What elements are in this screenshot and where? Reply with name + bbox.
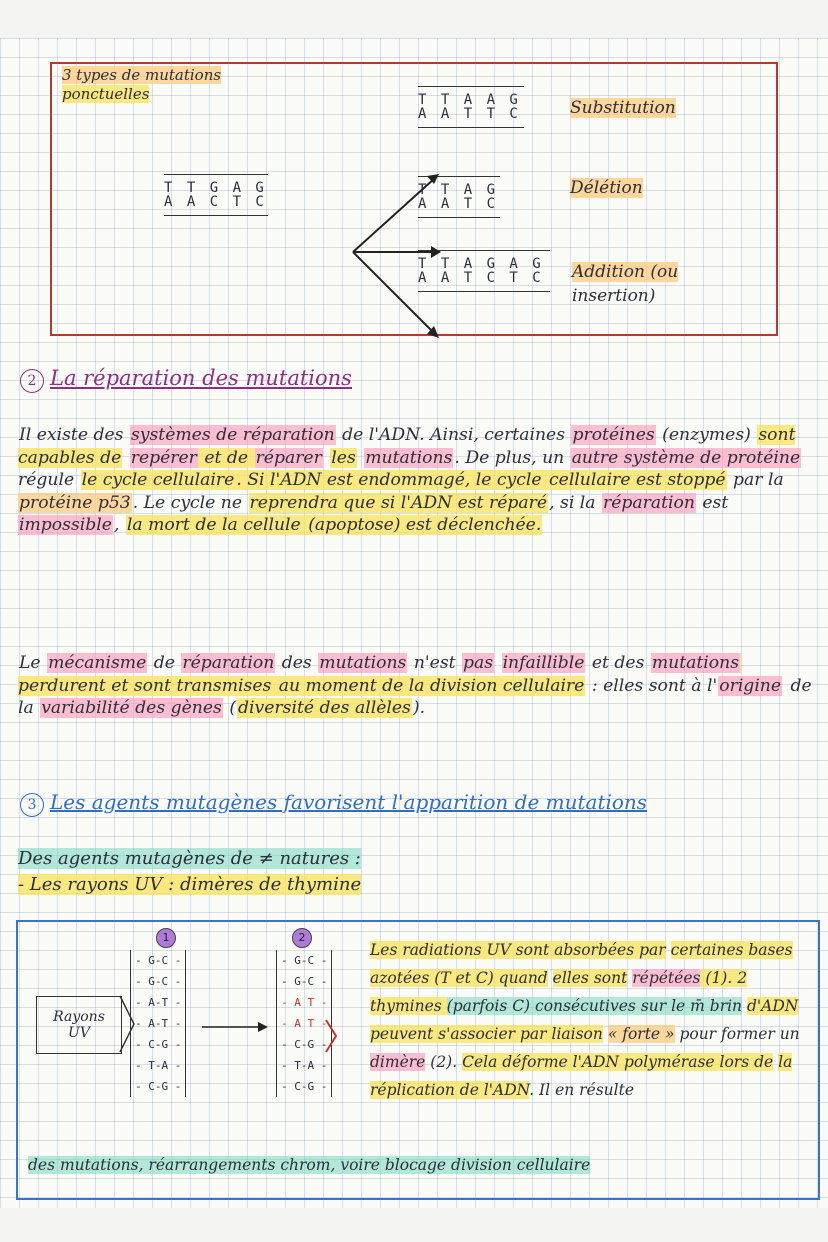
base-pair: - G-C - [281, 975, 328, 988]
addition-bottom-strand: A A T C T C [418, 270, 544, 286]
para1-segment: systèmes de réparation [130, 425, 335, 445]
uv-text-segment: d'ADN peuvent s'associer par liaison [370, 997, 799, 1043]
para2-segment: origine [719, 675, 782, 696]
para1-segment: (enzymes) [656, 425, 757, 445]
original-sequence [164, 174, 268, 216]
base-pair: - T-A - [281, 1059, 328, 1072]
para1-segment: . De plus, un [454, 447, 570, 468]
para2-segment [782, 676, 789, 696]
uv-explanation [370, 936, 810, 1104]
uv-text-segment: la réplication de l'ADN [370, 1053, 793, 1099]
base-pair: - A-T - [135, 1017, 182, 1030]
section3-title: Les agents mutagènes favorisent l'apparition de mutations [50, 790, 648, 814]
para1-segment: et de [198, 447, 254, 468]
uv-consequence [28, 1152, 808, 1178]
deletion-label: Délétion [570, 178, 643, 198]
para1-segment: Il existe des [19, 425, 129, 445]
mutation-types-box [50, 62, 778, 336]
transformation-arrow-icon [200, 1020, 270, 1034]
para1-segment: , [113, 515, 125, 536]
para2-segment: mécanisme [48, 653, 147, 673]
deletion-top-strand: T T A G [418, 182, 499, 198]
para1-segment: reprendra que si l'ADN est réparé [249, 492, 548, 513]
para1-segment: les [331, 447, 356, 468]
base-pair: - G-C - [135, 954, 182, 967]
para2-segment: ). [412, 698, 426, 719]
para2-segment: réparation [182, 653, 275, 673]
uv-text-segment [666, 941, 671, 959]
para1-segment: réparer [255, 447, 322, 468]
section3-heading [20, 790, 647, 817]
base-pair: - C-G - [135, 1080, 182, 1093]
para2-segment: au moment de la division cellulaire [278, 675, 585, 696]
section2-paragraph2 [18, 652, 823, 720]
para1-segment: . Si l'ADN est endommagé, le cycle [236, 470, 548, 491]
substitution-sequence [418, 86, 524, 128]
para1-segment: de l'ADN. Ainsi, certaines [336, 425, 571, 445]
para1-segment: protéine p53 [19, 492, 131, 513]
para1-segment: le cycle cellulaire [81, 470, 235, 491]
para1-segment: autre système de protéine [571, 447, 801, 468]
substitution-label: Substitution [570, 98, 676, 118]
uv-text-segment: pour former un [674, 1025, 800, 1043]
step1-badge: 1 [156, 928, 176, 948]
uv-rays-arrow-label [36, 996, 122, 1054]
step2-badge: 2 [292, 928, 312, 948]
uv-text-segment: Les radiations UV sont absorbées par [370, 941, 666, 959]
para1-segment: est [696, 492, 729, 513]
base-pair: - C-G - [281, 1080, 328, 1093]
original-top-strand: T T G A G [164, 180, 267, 196]
uv-label-line2: UV [68, 1025, 90, 1041]
base-pair: - G-C - [281, 954, 328, 967]
para2-segment: pas [463, 653, 494, 673]
base-pair: - G-C - [135, 975, 182, 988]
para2-segment: ( [223, 698, 237, 719]
dna-strand-before [130, 950, 186, 1097]
uv-text-segment: dimère [370, 1053, 426, 1071]
original-bottom-strand: A A C T C [164, 194, 267, 210]
para2-segment [494, 653, 501, 673]
section2-title: La réparation des mutations [50, 366, 352, 390]
para1-segment: la mort de la cellule [126, 515, 301, 536]
deletion-bottom-strand: A A T C [418, 196, 499, 212]
para2-segment: Le [19, 653, 47, 673]
para2-segment: diversité des allèles [238, 698, 411, 719]
para1-segment: impossible [19, 515, 112, 536]
para2-segment: et des [586, 653, 650, 673]
dimer-bracket-icon [324, 1016, 342, 1056]
para2-segment: des [276, 653, 318, 673]
para2-segment: : elles sont à l' [586, 675, 718, 696]
para1-segment: réparation [603, 492, 695, 513]
uv-text-segment: (2). [425, 1053, 458, 1071]
addition-top-strand: T T A G A G [418, 256, 544, 272]
uv-text-segment: (parfois C) consécutives sur le m̄ brin [446, 997, 743, 1015]
mutation-types-title-line2: ponctuelles [62, 85, 150, 103]
para1-segment: régule [18, 470, 80, 491]
addition-label-line1: Addition (ou [572, 262, 679, 282]
para1-segment: sont capables de [18, 425, 796, 468]
para1-segment: protéines [572, 425, 655, 445]
section2-number: 2 [20, 369, 44, 393]
base-pair: - C-G - [281, 1038, 328, 1051]
uv-text-segment: . Il en résulte [529, 1081, 635, 1099]
uv-text-segment: répétées [632, 969, 701, 987]
para2-segment: infaillible [502, 653, 585, 673]
para2-segment: mutations [651, 653, 740, 673]
mutation-types-title-line1: 3 types de mutations [62, 66, 222, 84]
section2-heading [20, 366, 352, 393]
para2-segment: mutations [319, 653, 407, 673]
para1-segment: , si la [549, 492, 601, 513]
para2-segment: de [148, 653, 181, 673]
uv-text-segment: certaines bases azotées (T et C) quand [370, 941, 793, 987]
para2-segment: de la [18, 675, 812, 719]
uv-consequence-text: des mutations, réarrangements chrom, voire blocage division cellulaire [28, 1156, 591, 1174]
para1-segment [122, 448, 129, 468]
section3-intro [18, 846, 361, 898]
base-pair: - A T - [281, 996, 328, 1009]
base-pair: - A-T - [135, 996, 182, 1009]
para1-segment: repérer [130, 447, 197, 468]
addition-label-line2: insertion) [572, 286, 656, 306]
addition-label [572, 260, 678, 308]
para1-segment: (apoptose) est déclenchée. [302, 515, 542, 536]
uv-text-segment: « forte » [607, 1025, 675, 1043]
uv-text-segment: elles sont [552, 969, 628, 987]
para1-segment: mutations [365, 447, 453, 468]
uv-text-segment [548, 969, 553, 987]
para2-segment: n'est [408, 653, 462, 673]
substitution-bottom-strand: A A T T C [418, 106, 521, 122]
section3-line1: Des agents mutagènes de ≠ natures : [18, 848, 361, 869]
uv-label-line1: Rayons [53, 1009, 105, 1025]
mutation-types-title [62, 66, 221, 104]
section3-number: 3 [20, 793, 44, 817]
para2-segment: perdurent et sont transmises [18, 653, 741, 696]
uv-box [16, 920, 820, 1200]
uv-text-segment: Cela déforme l'ADN polymérase lors de [462, 1053, 774, 1071]
para1-segment: cellulaire est stoppé [549, 470, 726, 491]
base-pair: - A T - [281, 1017, 328, 1030]
section2-paragraph1 [18, 424, 823, 537]
para1-segment: par la [727, 470, 784, 491]
branch-arrows-icon [347, 164, 447, 344]
substitution-top-strand: T T A A G [418, 92, 521, 108]
base-pair: - C-G - [135, 1038, 182, 1051]
base-pair: - T-A - [135, 1059, 182, 1072]
para2-segment: variabilité des gènes [41, 698, 222, 719]
para1-segment: . Le cycle ne [132, 492, 248, 513]
section3-line2: - Les rayons UV : dimères de thymine [18, 874, 362, 895]
uv-text-segment: (1). 2 thymines [370, 969, 748, 1015]
